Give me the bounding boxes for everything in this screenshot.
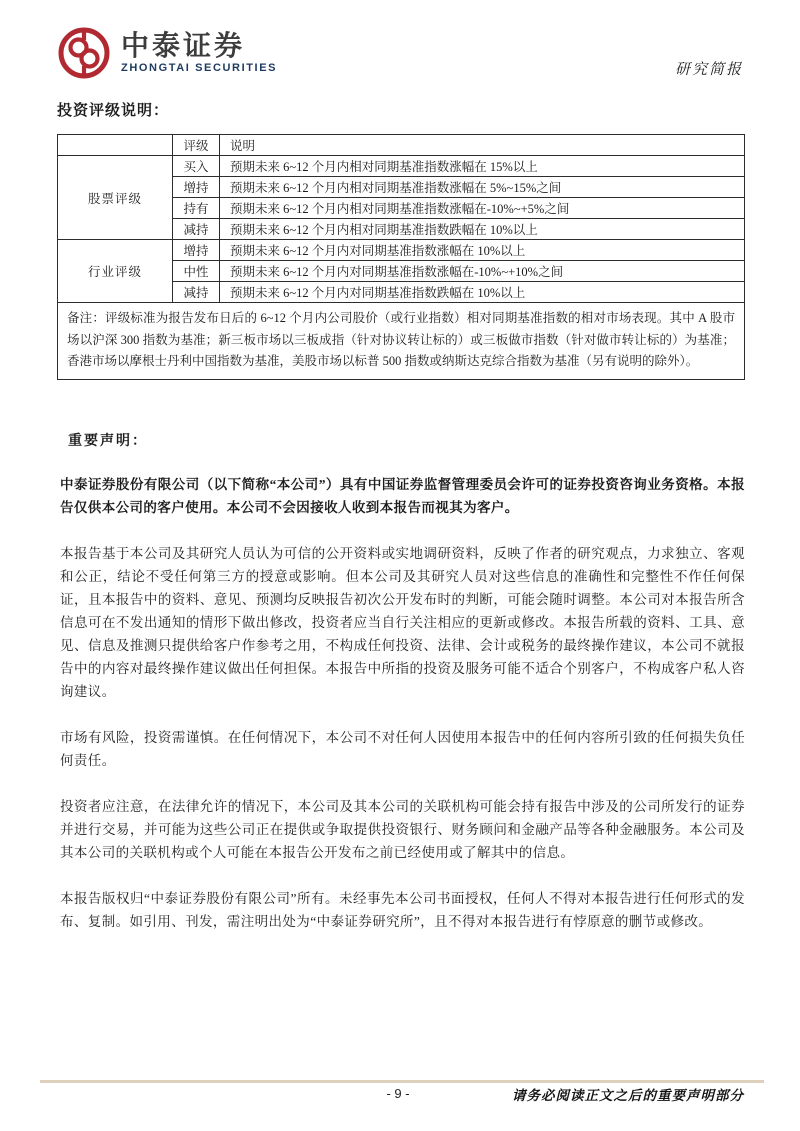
rating-note: 备注：评级标准为报告发布日后的 6~12 个月内公司股价（或行业指数）相对同期基准指数的相对市场表现。其中 A 股市场以沪深 300 指数为基准；新三板市场以三板成指（针对协议转让标的）或三板做市指数（针对做市转让标的）为基准；香港市场以摩根士丹利中国指数为基准，美股市场以标普 500 指数或纳斯达克综合指数为基准（另有说明的除外）。 — [58, 303, 745, 380]
desc-cell: 预期未来 6~12 个月内相对同期基准指数涨幅在 5%~15%之间 — [220, 177, 745, 198]
rating-cell: 增持 — [173, 240, 220, 261]
statement-paragraph: 市场有风险，投资需谨慎。在任何情况下，本公司不对任何人因使用本报告中的任何内容所引致的任何损失负任何责任。 — [60, 730, 745, 768]
logo-name-cn: 中泰证券 — [121, 30, 246, 61]
desc-cell: 预期未来 6~12 个月内对同期基准指数涨幅在 10%以上 — [220, 240, 745, 261]
header — [57, 24, 277, 82]
statement-paragraph: 中泰证券股份有限公司（以下简称“本公司”）具有中国证券监督管理委员会许可的证券投资咨询业务资格。本报告仅供本公司的客户使用。本公司不会因接收人收到本报告而视其为客户。 — [60, 477, 745, 515]
statement-paragraph: 本报告版权归“中泰证券股份有限公司”所有。未经事先本公司书面授权，任何人不得对本报告进行任何形式的发布、复制。如引用、刊发，需注明出处为“中泰证券研究所”，且不得对本报告进行有悖原意的删节或修改。 — [60, 891, 745, 929]
desc-cell: 预期未来 6~12 个月内相对同期基准指数跌幅在 10%以上 — [220, 219, 745, 240]
rating-cell: 买入 — [173, 156, 220, 177]
footer-divider — [40, 1080, 764, 1083]
group-stock-rating: 股票评级 — [58, 156, 173, 240]
rating-cell: 持有 — [173, 198, 220, 219]
logo-text — [121, 31, 277, 75]
rating-cell: 中性 — [173, 261, 220, 282]
rating-cell: 减持 — [173, 219, 220, 240]
rating-cell: 增持 — [173, 177, 220, 198]
statement-paragraph: 本报告基于本公司及其研究人员认为可信的公开资料或实地调研资料，反映了作者的研究观点，力求独立、客观和公正，结论不受任何第三方的授意或影响。但本公司及其研究人员对这些信息的准确性和完整性不作任何保证，且本报告中的资料、意见、预测均反映报告初次公开发布时的判断，可能会随时调整。本公司对本报告所含信息可在不发出通知的情形下做出修改，投资者应当自行关注相应的更新或修改。本报告所载的资料、工具、意见、信息及推测只提供给客户作参考之用，不构成任何投资、法律、会计或税务的最终操作建议，本公司不就报告中的内容对最终操作建议做出任何担保。本报告中所指的投资及服务可能不适合个别客户，不构成客户私人咨询建议。 — [60, 546, 745, 699]
statement-title: 重要声明： — [68, 434, 148, 449]
report-type-label: 研究简报 — [674, 62, 743, 78]
desc-cell: 预期未来 6~12 个月内相对同期基准指数涨幅在-10%~+5%之间 — [220, 198, 745, 219]
empty-header-cell — [58, 135, 173, 156]
desc-col-header: 说明 — [220, 135, 745, 156]
rating-table — [57, 134, 745, 380]
group-industry-rating: 行业评级 — [58, 240, 173, 303]
rating-col-header: 评级 — [173, 135, 220, 156]
rating-table-header-row — [58, 135, 745, 156]
table-note-row — [58, 303, 745, 380]
statement-section — [60, 430, 745, 933]
desc-cell: 预期未来 6~12 个月内对同期基准指数涨幅在-10%~+10%之间 — [220, 261, 745, 282]
desc-cell: 预期未来 6~12 个月内相对同期基准指数涨幅在 15%以上 — [220, 156, 745, 177]
zhongtai-logo-icon — [57, 26, 111, 80]
footer-notice: 请务必阅读正文之后的重要声明部分 — [512, 1088, 744, 1103]
statement-paragraph: 投资者应注意，在法律允许的情况下，本公司及其本公司的关联机构可能会持有报告中涉及的公司所发行的证券并进行交易，并可能为这些公司正在提供或争取提供投资银行、财务顾问和金融产品等各种金融服务。本公司及其本公司的关联机构或个人可能在本报告公开发布之前已经使用或了解其中的信息。 — [60, 799, 745, 860]
rating-cell: 减持 — [173, 282, 220, 303]
desc-cell: 预期未来 6~12 个月内对同期基准指数跌幅在 10%以上 — [220, 282, 745, 303]
table-row — [58, 156, 745, 177]
table-row — [58, 240, 745, 261]
page-number: - 9 - — [386, 1086, 410, 1101]
logo-name-en: ZHONGTAI SECURITIES — [121, 62, 278, 74]
rating-section-title: 投资评级说明： — [57, 103, 170, 119]
